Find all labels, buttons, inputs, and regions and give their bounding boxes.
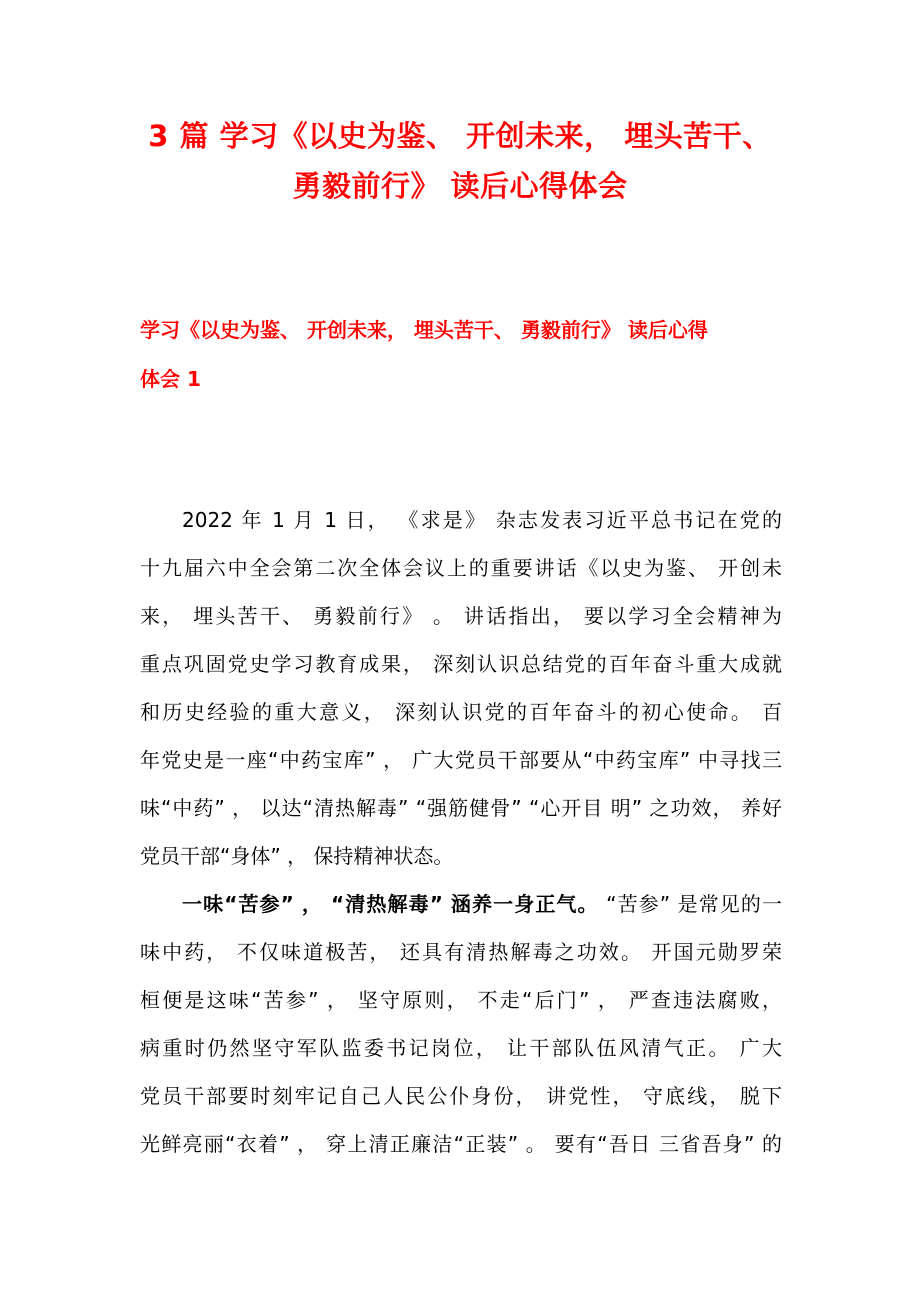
paragraph-2-first-line bbox=[182, 892, 782, 916]
paragraph-1-line: 党员干部“身体” ， 保持精神状态。 bbox=[140, 844, 454, 868]
paragraph-1-line: 十九届六中全会第二次全体会议上的重要讲话《以史为鉴、 开创未 bbox=[140, 556, 782, 580]
paragraph-1-line: 重点巩固党史学习教育成果， 深刻认识总结党的百年奋斗重大成就 bbox=[140, 652, 782, 676]
paragraph-2-lead-rest: “苦参” 是常见的一 bbox=[598, 892, 783, 916]
paragraph-2-lead-bold: 一味“苦参” ， “清热解毒” 涵养一身正气。 bbox=[182, 892, 599, 916]
paragraph-1-line: 味“中药” ， 以达“清热解毒” “强筋健骨” “心开目 明” 之功效， 养好 bbox=[140, 796, 782, 820]
document-title-line-2: 勇毅前行》 读后心得体会 bbox=[292, 169, 628, 203]
paragraph-2-line: 党员干部要时刻牢记自己人民公仆身份， 讲党性， 守底线， 脱下 bbox=[140, 1084, 782, 1108]
paragraph-2-line: 味中药， 不仅味道极苦， 还具有清热解毒之功效。 开国元勋罗荣 bbox=[140, 940, 782, 964]
paragraph-1-line: 来， 埋头苦干、 勇毅前行》 。 讲话指出， 要以学习全会精神为 bbox=[140, 604, 782, 628]
paragraph-1-line: 2022 年 1 月 1 日， 《求是》 杂志发表习近平总书记在党的 bbox=[182, 508, 782, 532]
section-heading-line-2: 体会 1 bbox=[140, 367, 201, 391]
paragraph-1-line: 和历史经验的重大意义， 深刻认识党的百年奋斗的初心使命。 百 bbox=[140, 700, 782, 724]
paragraph-2-line: 桓便是这味“苦参” ， 坚守原则， 不走“后门” ， 严查违法腐败， bbox=[140, 988, 782, 1012]
document-title-line-1: 3 篇 学习《以史为鉴、 开创未来， 埋头苦干、 bbox=[148, 119, 772, 153]
paragraph-1-line: 年党史是一座“中药宝库” ， 广大党员干部要从“中药宝库” 中寻找三 bbox=[140, 748, 782, 772]
paragraph-2-line: 病重时仍然坚守军队监委书记岗位， 让干部队伍风清气正。 广大 bbox=[140, 1036, 782, 1060]
paragraph-2-line: 光鲜亮丽“衣着” ， 穿上清正廉洁“正装” 。 要有“吾日 三省吾身” 的 bbox=[140, 1132, 782, 1156]
section-heading-line-1: 学习《以史为鉴、 开创未来， 埋头苦干、 勇毅前行》 读后心得 bbox=[140, 318, 708, 342]
